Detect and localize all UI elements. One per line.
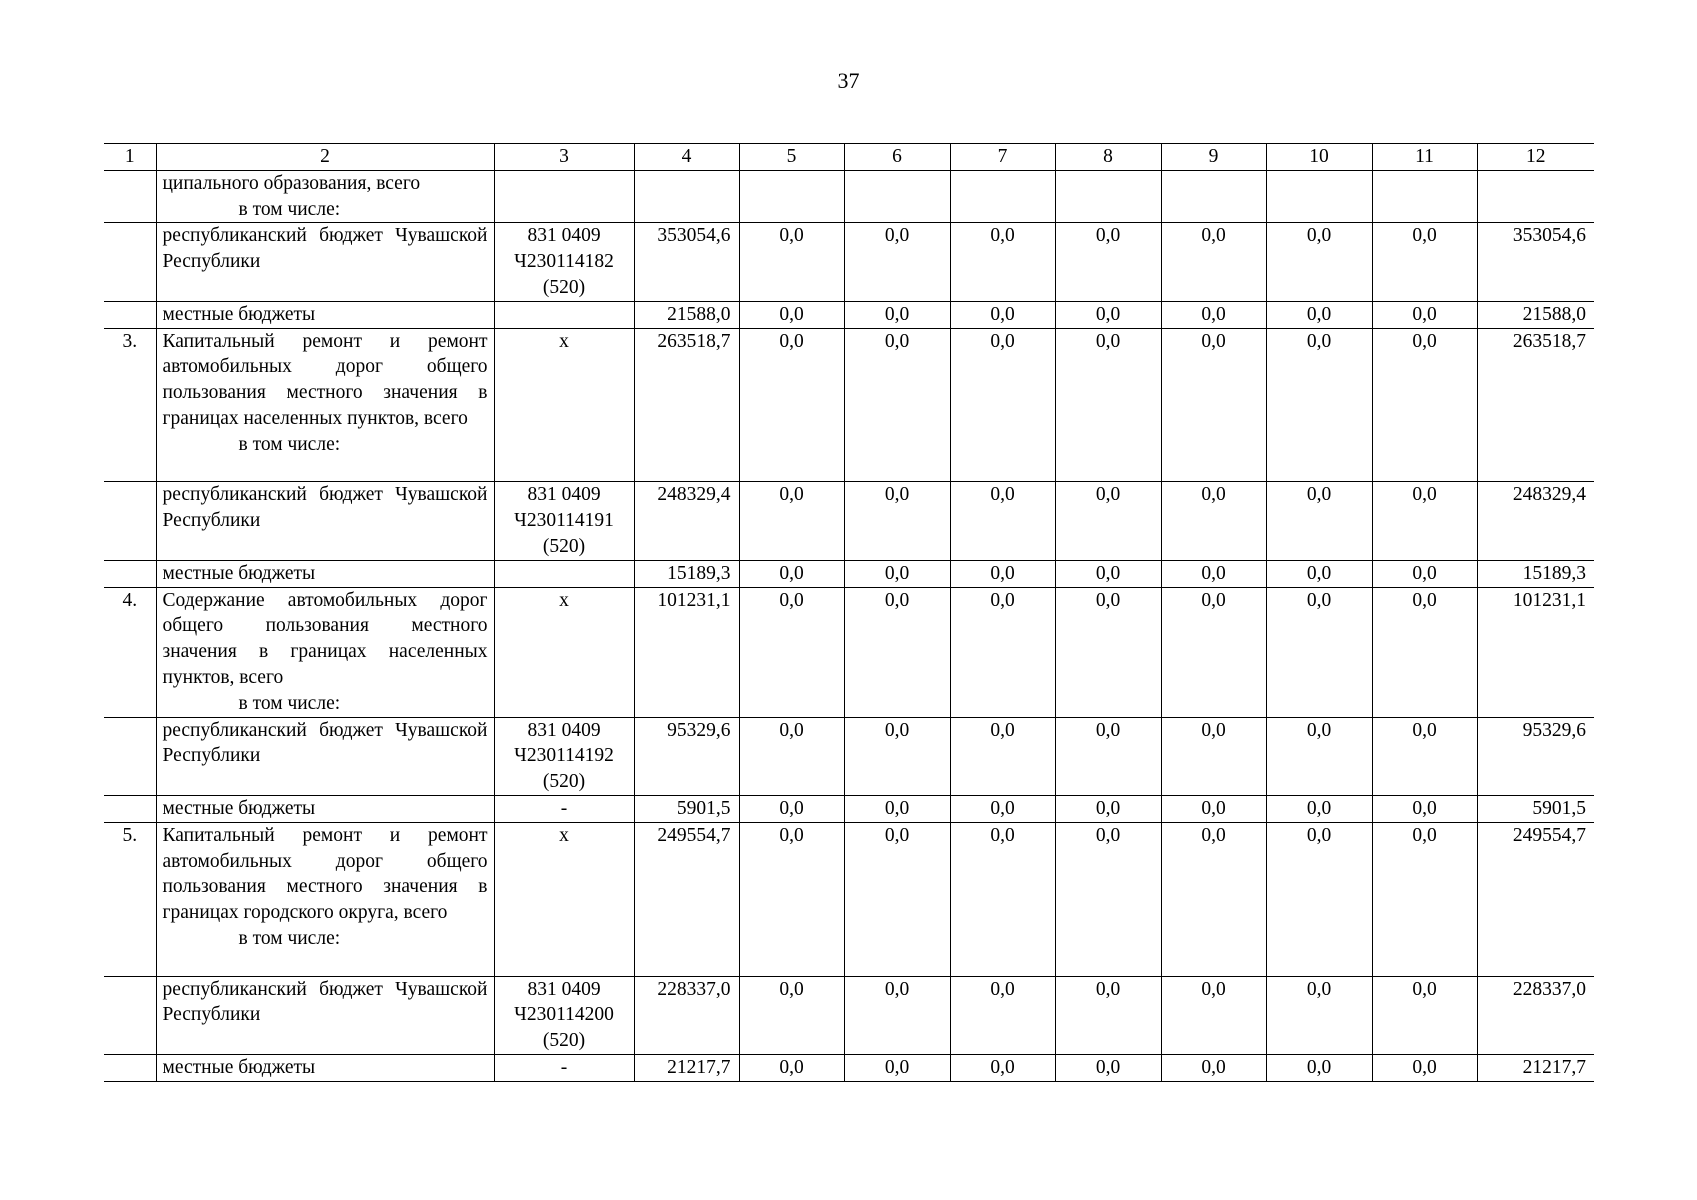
item-name-cell [156,170,494,223]
budget-code-cell [494,223,634,301]
item-name-cell [156,822,494,976]
amount-cell: 0,0 [1055,976,1161,1054]
row-number-cell: 3. [104,328,156,482]
item-name-cell [156,587,494,717]
table-row [104,795,1594,822]
item-name-text: местные бюджеты [162,303,316,325]
amount-cell: 0,0 [739,301,844,328]
row-number-cell [104,717,156,795]
amount-cell [1372,170,1477,223]
amount-cell: 0,0 [739,223,844,301]
row-number-cell [104,1054,156,1081]
amount-cell: 15189,3 [634,560,739,587]
amount-cell: 0,0 [739,482,844,560]
amount-cell: 0,0 [1161,717,1266,795]
table-row [104,976,1594,1054]
amount-cell: 0,0 [844,717,950,795]
amount-cell: 0,0 [950,795,1055,822]
amount-cell: 0,0 [1266,822,1372,976]
amount-cell: 0,0 [844,587,950,717]
amount-cell: 248329,4 [634,482,739,560]
amount-cell: 0,0 [844,223,950,301]
amount-cell: 101231,1 [1477,587,1594,717]
header-cell: 11 [1372,144,1477,171]
amount-cell: 0,0 [1055,301,1161,328]
amount-cell: 0,0 [950,587,1055,717]
budget-code-cell [494,170,634,223]
amount-cell: 0,0 [1372,328,1477,482]
budget-code-line: Ч230114191 [514,510,614,532]
amount-cell: 0,0 [1161,560,1266,587]
amount-cell: 0,0 [1055,1054,1161,1081]
budget-code-cell [494,301,634,328]
amount-cell: 0,0 [1266,482,1372,560]
budget-code-line: (520) [542,535,586,557]
amount-cell: 0,0 [1161,976,1266,1054]
amount-cell: 15189,3 [1477,560,1594,587]
item-name-cell [156,976,494,1054]
table-row [104,1054,1594,1081]
header-cell: 4 [634,144,739,171]
row-number-cell [104,223,156,301]
amount-cell: 0,0 [950,301,1055,328]
amount-cell: 0,0 [1161,822,1266,976]
item-name-text: республиканский бюджет Чувашской Республики [162,484,488,532]
table-row [104,717,1594,795]
amount-cell: 101231,1 [634,587,739,717]
amount-cell: 0,0 [1372,976,1477,1054]
budget-code-line: (520) [542,1030,586,1052]
budget-code-cell [494,795,634,822]
budget-code-line: - [560,797,568,819]
table-row [104,560,1594,587]
amount-cell: 263518,7 [634,328,739,482]
amount-cell: 0,0 [1372,717,1477,795]
header-cell: 2 [156,144,494,171]
amount-cell: 0,0 [739,1054,844,1081]
item-name-cell [156,560,494,587]
amount-cell: 0,0 [1266,795,1372,822]
budget-code-cell [494,587,634,717]
header-cell: 7 [950,144,1055,171]
amount-cell: 0,0 [950,1054,1055,1081]
table-body [104,144,1594,1082]
item-name-cell [156,482,494,560]
amount-cell: 263518,7 [1477,328,1594,482]
header-cell: 10 [1266,144,1372,171]
row-number-cell [104,301,156,328]
budget-code-cell [494,560,634,587]
table-row [104,482,1594,560]
amount-cell: 249554,7 [634,822,739,976]
header-cell: 12 [1477,144,1594,171]
item-name-subnote: в том числе: [238,198,341,220]
row-number-cell [104,170,156,223]
budget-code-line: 831 0409 [527,225,601,247]
budget-code-line: (520) [542,771,586,793]
amount-cell [1477,170,1594,223]
amount-cell: 0,0 [1161,301,1266,328]
header-cell: 3 [494,144,634,171]
amount-cell: 0,0 [1055,482,1161,560]
amount-cell: 0,0 [1161,328,1266,482]
amount-cell: 0,0 [1372,795,1477,822]
amount-cell: 353054,6 [1477,223,1594,301]
amount-cell: 0,0 [844,976,950,1054]
item-name-subnote: в том числе: [238,927,341,949]
amount-cell: 0,0 [739,587,844,717]
item-name-cell [156,717,494,795]
amount-cell [1161,170,1266,223]
amount-cell: 0,0 [1055,822,1161,976]
amount-cell: 0,0 [1055,587,1161,717]
item-name-text: местные бюджеты [162,1056,316,1078]
budget-code-line: 831 0409 [527,484,601,506]
amount-cell: 5901,5 [634,795,739,822]
row-number-cell [104,482,156,560]
item-name-cell [156,223,494,301]
amount-cell: 0,0 [1266,717,1372,795]
amount-cell: 0,0 [950,560,1055,587]
table-row [104,170,1594,223]
amount-cell: 0,0 [844,328,950,482]
page-number: 37 [837,68,860,93]
amount-cell: 21217,7 [634,1054,739,1081]
amount-cell: 0,0 [1266,587,1372,717]
amount-cell: 21217,7 [1477,1054,1594,1081]
amount-cell: 0,0 [739,822,844,976]
item-name-text: Капитальный ремонт и ремонт автомобильных дорог общего пользования местного значения в границах городского округа, всего [162,824,488,924]
budget-code-cell [494,822,634,976]
amount-cell: 0,0 [950,482,1055,560]
table-row [104,223,1594,301]
item-name-subnote: в том числе: [238,433,341,455]
item-name-text: ципального образования, всего [162,172,421,194]
amount-cell: 0,0 [1266,328,1372,482]
budget-code-line: Ч230114192 [514,745,614,767]
amount-cell: 228337,0 [1477,976,1594,1054]
amount-cell: 0,0 [1055,223,1161,301]
amount-cell: 0,0 [950,976,1055,1054]
amount-cell: 0,0 [1161,1054,1266,1081]
item-name-cell [156,795,494,822]
amount-cell: 95329,6 [634,717,739,795]
budget-code-cell [494,717,634,795]
item-name-cell [156,301,494,328]
item-name-text: республиканский бюджет Чувашской Республики [162,719,488,767]
amount-cell: 0,0 [1055,717,1161,795]
amount-cell: 0,0 [950,822,1055,976]
budget-code-line: Ч230114182 [514,251,614,273]
amount-cell: 0,0 [844,482,950,560]
amount-cell: 0,0 [739,976,844,1054]
amount-cell: 0,0 [1055,328,1161,482]
header-cell: 1 [104,144,156,171]
amount-cell: 0,0 [1266,223,1372,301]
row-number-cell: 5. [104,822,156,976]
amount-cell: 0,0 [1266,560,1372,587]
amount-cell: 0,0 [1372,587,1477,717]
amount-cell: 95329,6 [1477,717,1594,795]
amount-cell: 0,0 [1266,976,1372,1054]
amount-cell: 0,0 [1161,795,1266,822]
header-cell: 8 [1055,144,1161,171]
budget-code-line: Ч230114200 [514,1004,614,1026]
amount-cell: 0,0 [1266,301,1372,328]
amount-cell: 0,0 [1266,1054,1372,1081]
header-cell: 5 [739,144,844,171]
header-row [104,144,1594,171]
row-number-cell [104,795,156,822]
budget-code-line: 831 0409 [527,719,601,741]
amount-cell: 0,0 [1161,482,1266,560]
amount-cell: 0,0 [844,795,950,822]
amount-cell: 5901,5 [1477,795,1594,822]
table-row [104,301,1594,328]
amount-cell: 21588,0 [1477,301,1594,328]
amount-cell: 0,0 [1055,795,1161,822]
table-row [104,822,1594,976]
amount-cell: 0,0 [1372,482,1477,560]
budget-code-cell [494,482,634,560]
amount-cell: 0,0 [950,717,1055,795]
table-row [104,328,1594,482]
amount-cell: 0,0 [1372,223,1477,301]
table-row [104,587,1594,717]
budget-code-line: (520) [542,276,586,298]
budget-code-line: x [559,824,569,846]
amount-cell: 0,0 [844,822,950,976]
amount-cell: 228337,0 [634,976,739,1054]
amount-cell: 0,0 [950,328,1055,482]
amount-cell: 0,0 [844,301,950,328]
amount-cell: 0,0 [950,223,1055,301]
amount-cell: 21588,0 [634,301,739,328]
amount-cell: 0,0 [844,560,950,587]
row-number-cell: 4. [104,587,156,717]
budget-code-cell [494,1054,634,1081]
amount-cell: 0,0 [739,717,844,795]
amount-cell: 353054,6 [634,223,739,301]
amount-cell: 249554,7 [1477,822,1594,976]
amount-cell: 0,0 [1161,587,1266,717]
row-number-cell [104,976,156,1054]
item-name-text: республиканский бюджет Чувашской Республики [162,225,488,273]
amount-cell [844,170,950,223]
item-name-text: республиканский бюджет Чувашской Республики [162,978,488,1026]
amount-cell [1055,170,1161,223]
row-number-cell [104,560,156,587]
budget-code-cell [494,328,634,482]
header-cell: 9 [1161,144,1266,171]
amount-cell: 0,0 [1372,822,1477,976]
budget-code-line: x [559,589,569,611]
amount-cell: 0,0 [739,328,844,482]
amount-cell: 0,0 [844,1054,950,1081]
item-name-cell [156,328,494,482]
amount-cell: 0,0 [1372,301,1477,328]
amount-cell [739,170,844,223]
item-name-cell [156,1054,494,1081]
amount-cell [1266,170,1372,223]
budget-table [104,143,1594,1082]
budget-code-line: x [559,330,569,352]
item-name-subnote: в том числе: [238,692,341,714]
amount-cell [634,170,739,223]
amount-cell: 0,0 [1372,560,1477,587]
amount-cell: 248329,4 [1477,482,1594,560]
header-cell: 6 [844,144,950,171]
budget-code-line: - [560,1056,568,1078]
budget-code-line: 831 0409 [527,978,601,1000]
amount-cell: 0,0 [1372,1054,1477,1081]
item-name-text: местные бюджеты [162,562,316,584]
item-name-text: местные бюджеты [162,797,316,819]
amount-cell: 0,0 [1161,223,1266,301]
item-name-text: Содержание автомобильных дорог общего пользования местного значения в границах населенных пунктов, всего [162,589,488,688]
budget-code-cell [494,976,634,1054]
amount-cell [950,170,1055,223]
amount-cell: 0,0 [739,560,844,587]
amount-cell: 0,0 [1055,560,1161,587]
amount-cell: 0,0 [739,795,844,822]
item-name-text: Капитальный ремонт и ремонт автомобильных дорог общего пользования местного значения в границах населенных пунктов, всего [162,330,488,429]
